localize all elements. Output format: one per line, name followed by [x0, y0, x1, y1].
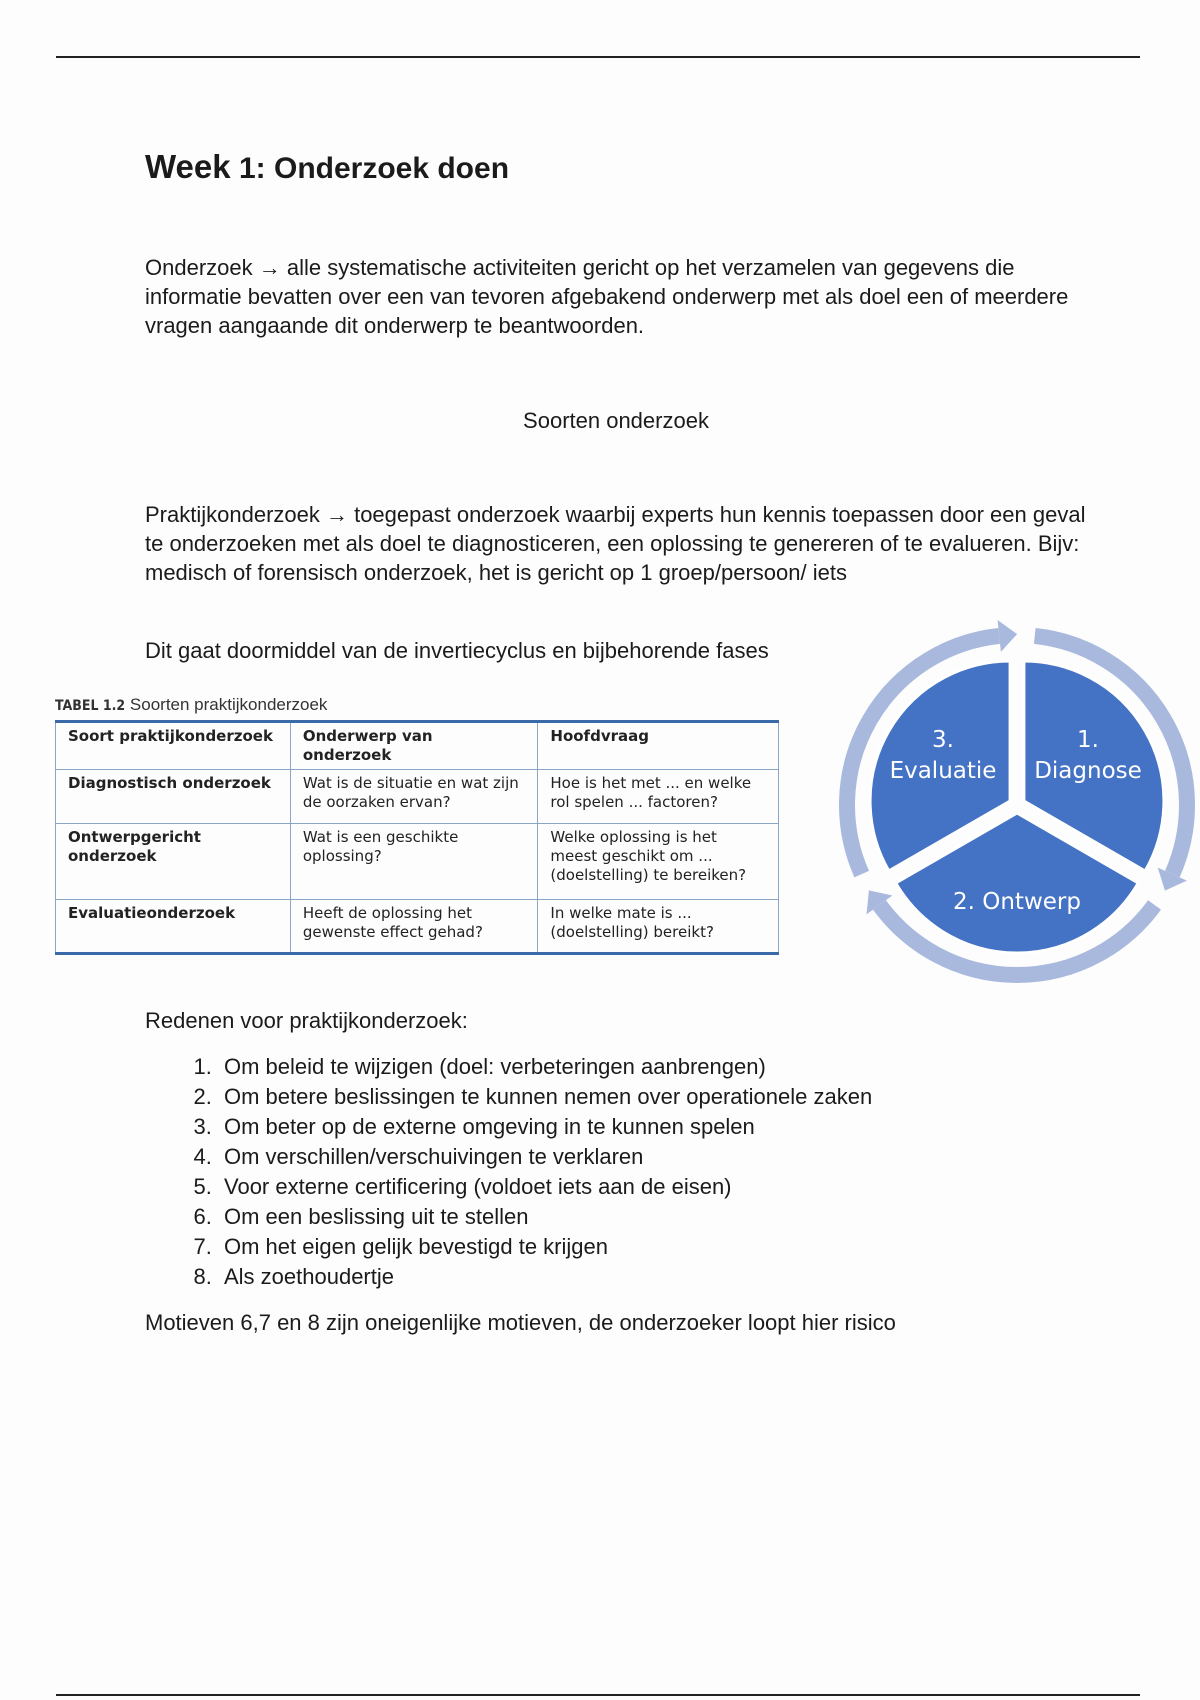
list-item: 4. Om verschillen/verschuivingen te verklaren: [218, 1142, 872, 1172]
list-item: 6. Om een beslissing uit te stellen: [218, 1202, 872, 1232]
list-item: 1. Om beleid te wijzigen (doel: verbeteringen aanbrengen): [218, 1052, 872, 1082]
list-item: 3. Om beter op de externe omgeving in te kunnen spelen: [218, 1112, 872, 1142]
table-header: Onderwerp van onderzoek: [290, 722, 538, 770]
page-title: [145, 148, 509, 186]
table-cell: Ontwerpgericht onderzoek: [56, 824, 291, 900]
table-header: Soort praktijkonderzoek: [56, 722, 291, 770]
segment-2-label: 2. Ontwerp: [953, 889, 1081, 915]
cycle-intro: Dit gaat doormiddel van de invertiecyclus en bijbehorende fases: [145, 638, 769, 663]
table-caption: [55, 695, 327, 715]
segment-3-number: 3.: [932, 727, 954, 753]
table-cell: Evaluatieonderzoek: [56, 900, 291, 954]
table-cell: In welke mate is ... (doelstelling) bereikt?: [538, 900, 779, 954]
table-caption-label: TABEL 1.2: [55, 698, 126, 714]
reasons-list: [170, 1052, 872, 1292]
list-item: 7. Om het eigen gelijk bevestigd te krijgen: [218, 1232, 872, 1262]
table-cell: Hoe is het met ... en welke rol spelen ... factoren?: [538, 770, 779, 824]
praktijk-paragraph: Praktijkonderzoek → toegepast onderzoek waarbij experts hun kennis toepassen door een geval te onderzoeken met als doel te diagnosticeren, een oplossing te genereren of te evalueren. Bijv: medisch of forensisch onderzoek, het is gericht op 1 groep/persoon/ iets: [145, 502, 1086, 585]
conclusion: Motieven 6,7 en 8 zijn oneigenlijke motieven, de onderzoeker loopt hier risico: [145, 1310, 896, 1335]
table-row: [56, 824, 779, 900]
table-cell: Wat is een geschikte oplossing?: [290, 824, 538, 900]
table-header: Hoofdvraag: [538, 722, 779, 770]
table-row: [56, 770, 779, 824]
segment-3-label: Evaluatie: [889, 758, 997, 784]
segment-1-number: 1.: [1077, 727, 1099, 753]
table-cell: Wat is de situatie en wat zijn de oorzaken ervan?: [290, 770, 538, 824]
table-header-row: [56, 722, 779, 770]
list-item: 5. Voor externe certificering (voldoet iets aan de eisen): [218, 1172, 872, 1202]
title-rest: 1: Onderzoek doen: [238, 152, 510, 185]
praktijk-table: [55, 720, 779, 955]
cycle-arrowhead-3: [998, 620, 1018, 652]
bottom-rule: [56, 1694, 1140, 1696]
table-row: [56, 900, 779, 954]
list-item: 2. Om betere beslissingen te kunnen nemen over operationele zaken: [218, 1082, 872, 1112]
table-cell: Welke oplossing is het meest geschikt om ... (doelstelling) te bereiken?: [538, 824, 779, 900]
table-cell: Heeft de oplossing het gewenste effect gehad?: [290, 900, 538, 954]
segment-1-label: Diagnose: [1034, 758, 1142, 784]
table-caption-text: Soorten praktijkonderzoek: [129, 695, 328, 714]
definition-paragraph: Onderzoek → alle systematische activiteiten gericht op het verzamelen van gegevens die informatie bevatten over een van tevoren afgebakend onderwerp met als doel een of meerdere vragen aangaande dit onderwerp te beantwoorden.: [145, 255, 1069, 338]
title-week: Week: [145, 148, 231, 185]
reasons-intro: Redenen voor praktijkonderzoek:: [145, 1008, 468, 1033]
section-title: Soorten onderzoek: [523, 408, 709, 433]
inquiry-cycle-diagram: [835, 615, 1200, 985]
list-item: 8. Als zoethoudertje: [218, 1262, 872, 1292]
top-rule: [56, 56, 1140, 58]
table-cell: Diagnostisch onderzoek: [56, 770, 291, 824]
